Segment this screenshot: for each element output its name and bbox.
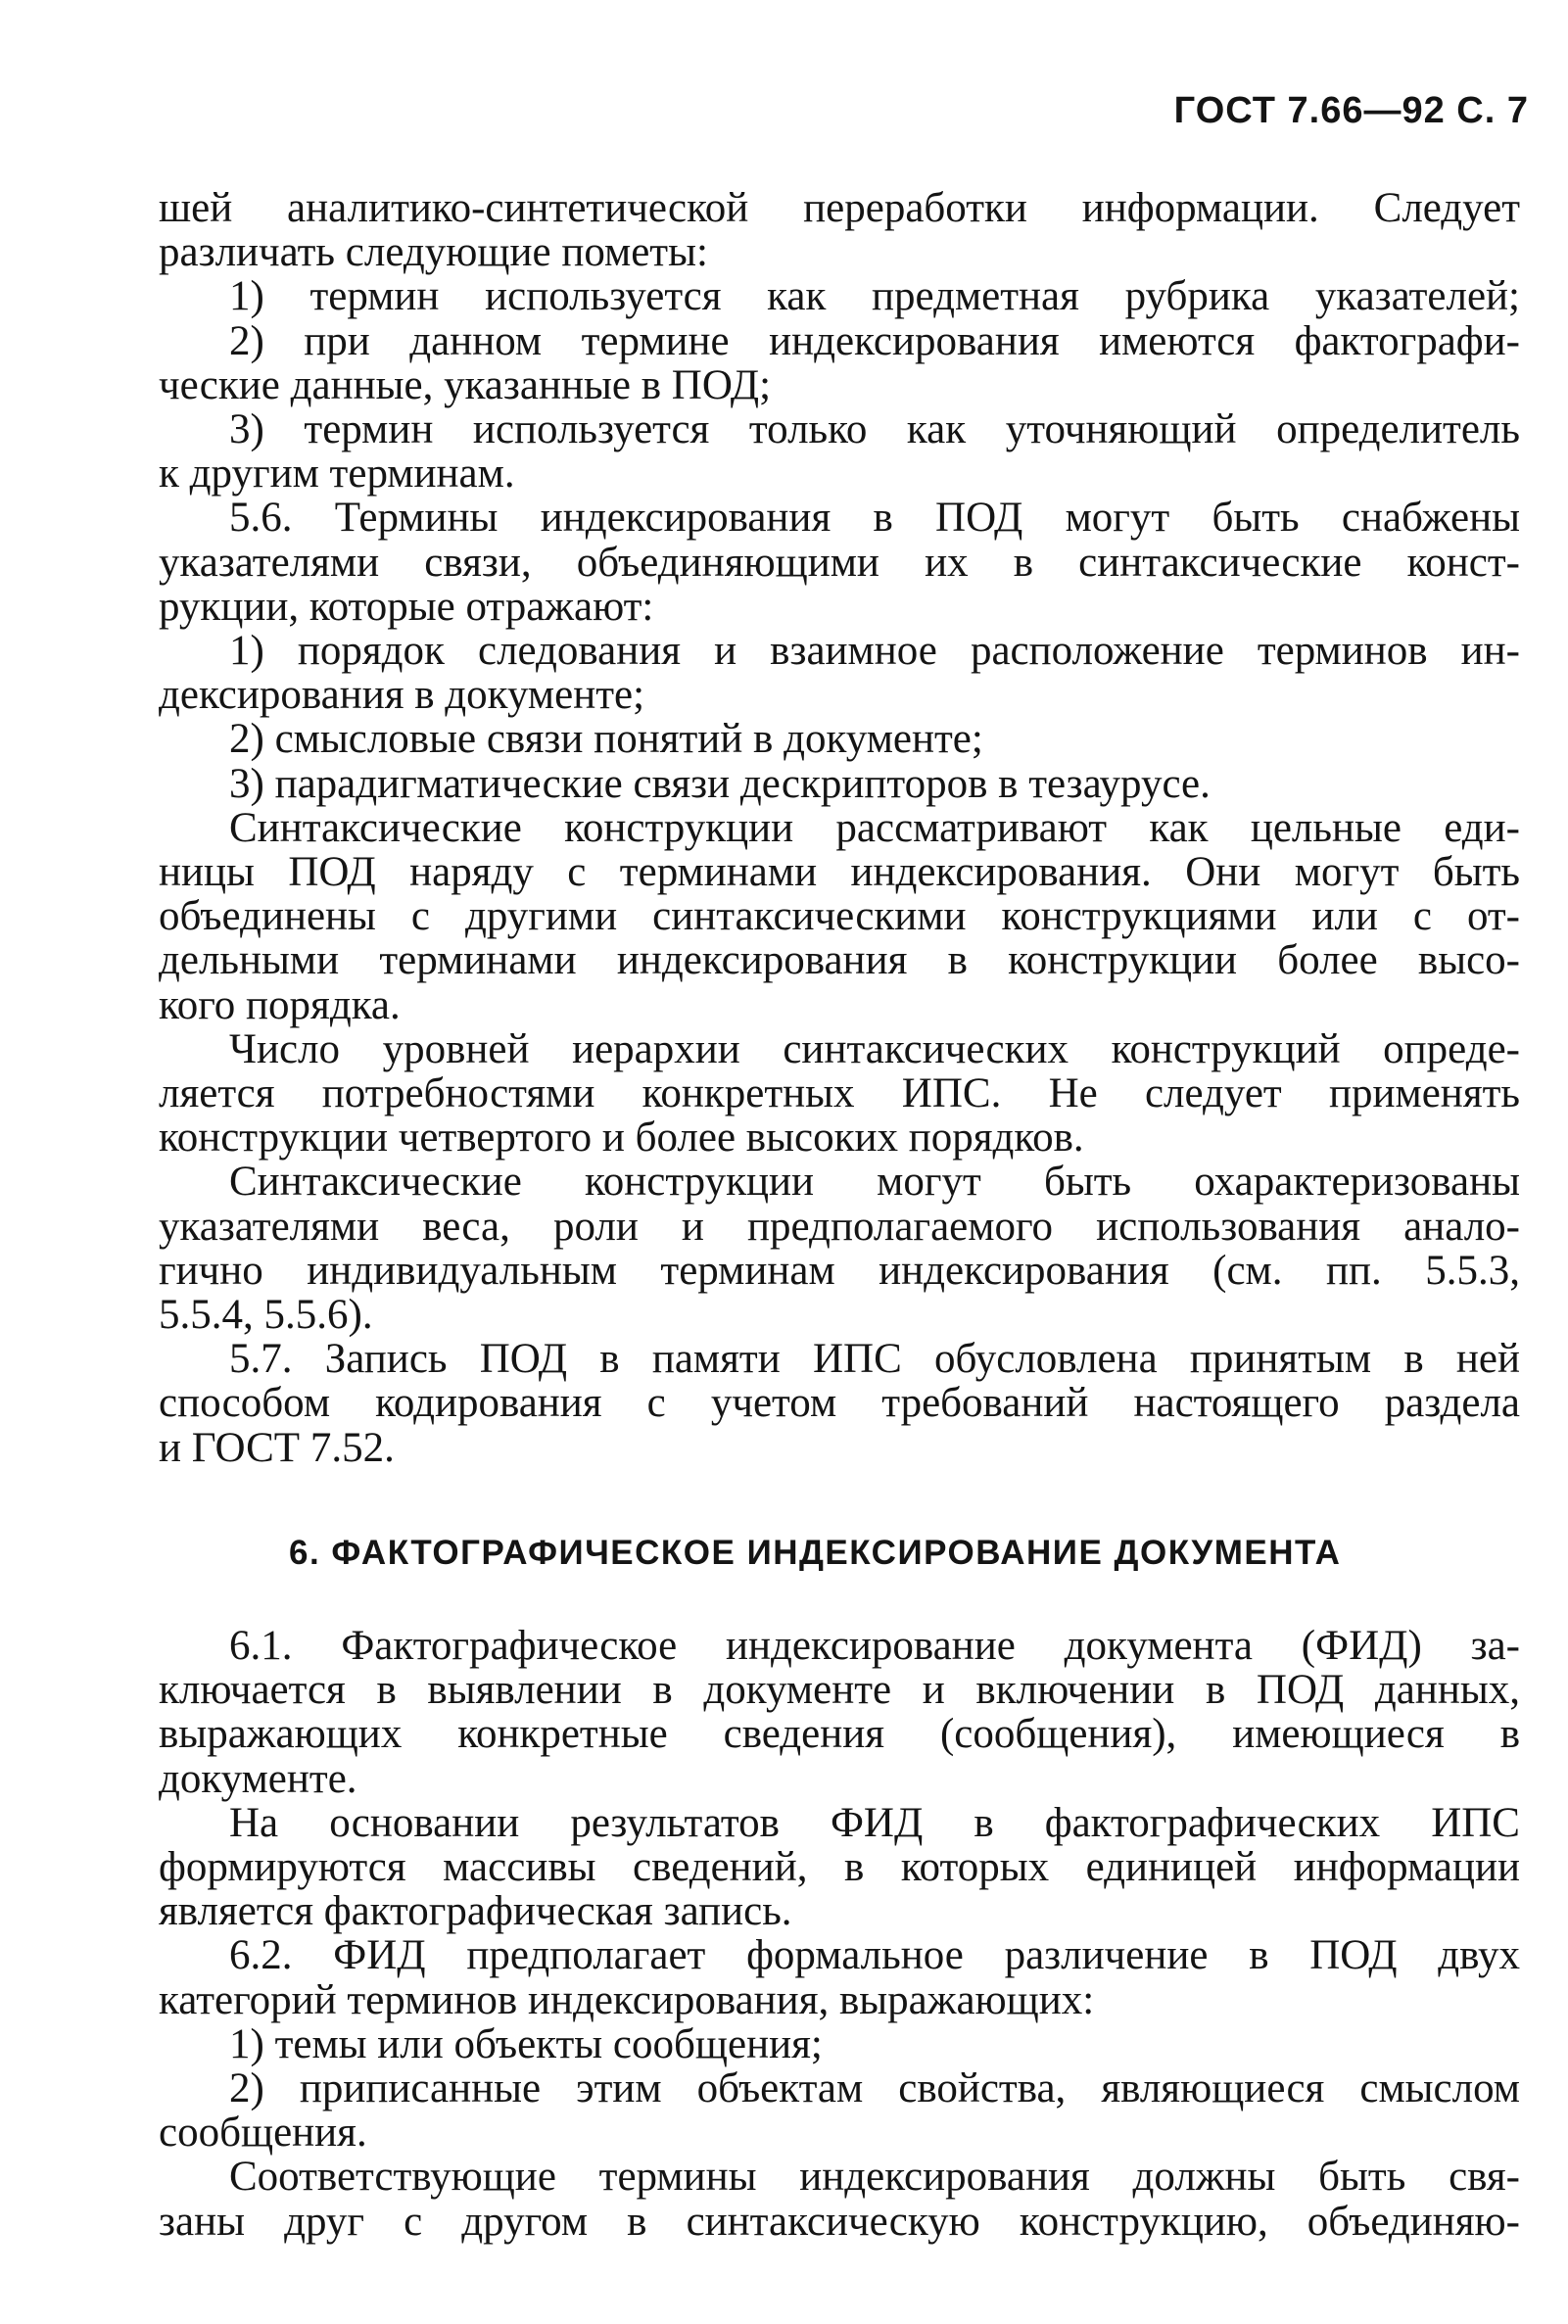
text-line: 1) порядок следования и взаимное расположение терминов ин-	[229, 628, 1520, 675]
text-line: документе.	[159, 1755, 357, 1802]
section-6-body	[159, 1624, 1520, 2244]
text-line: указателями веса, роли и предполагаемого использования анало-	[159, 1203, 1520, 1250]
text-line: 5.6. Термины индексирования в ПОД могут быть снабжены	[229, 495, 1520, 542]
text-line: рукции, которые отражают:	[159, 583, 654, 630]
text-line: Число уровней иерархии синтаксических конструкций опреде-	[229, 1025, 1520, 1072]
text-line: ключается в выявлении в документе и включении в ПОД данных,	[159, 1667, 1520, 1714]
text-line: конструкции четвертого и более высоких порядков.	[159, 1115, 1084, 1162]
text-line: заны друг с другом в синтаксическую конструкцию, объединяю-	[159, 2198, 1520, 2245]
text-line: ляется потребностями конкретных ИПС. Не следует применять	[159, 1070, 1520, 1117]
text-line: сообщения.	[159, 2110, 367, 2157]
text-line: Соответствующие термины индексирования должны быть свя-	[229, 2154, 1520, 2201]
text-line: к другим терминам.	[159, 451, 515, 498]
text-line: объединены с другими синтаксическими конструкциями или с от-	[159, 893, 1520, 940]
text-line: 1) термин используется как предметная рубрика указателей;	[229, 273, 1520, 320]
text-line: 6.2. ФИД предполагает формальное различение в ПОД двух	[229, 1932, 1520, 1979]
text-line: Синтаксические конструкции могут быть охарактеризованы	[229, 1159, 1520, 1206]
text-line: дексирования в документе;	[159, 672, 645, 719]
text-line: шей аналитико-синтетической переработки информации. Следует	[159, 185, 1520, 231]
text-line: 2) при данном термине индексирования имеются фактографи-	[229, 317, 1520, 364]
section-5-continued	[159, 186, 1520, 1470]
text-line: 5.7. Запись ПОД в памяти ИПС обусловлена принятым в ней	[229, 1336, 1520, 1383]
text-line: 5.5.4, 5.5.6).	[159, 1292, 373, 1339]
running-header: ГОСТ 7.66—92 С. 7	[1173, 90, 1529, 131]
text-line: 3) термин используется только как уточняющий определитель	[229, 406, 1520, 453]
text-line: 6.1. Фактографическое индексирование документа (ФИД) за-	[229, 1622, 1520, 1669]
text-line: ческие данные, указанные в ПОД;	[159, 361, 772, 408]
text-line: 2) приписанные этим объектам свойства, являющиеся смыслом	[229, 2064, 1520, 2111]
text-line: На основании результатов ФИД в фактографических ИПС	[229, 1799, 1520, 1846]
text-line: 3) парадигматические связи дескрипторов в тезаурусе.	[229, 760, 1211, 807]
text-line: выражающих конкретные сведения (сообщения), имеющиеся в	[159, 1711, 1520, 1758]
body-text	[159, 186, 1520, 2244]
text-line: кого порядка.	[159, 981, 401, 1028]
text-line: 2) смысловые связи понятий в документе;	[229, 716, 983, 763]
text-line: различать следующие пометы:	[159, 229, 708, 276]
text-line: способом кодирования с учетом требований настоящего раздела	[159, 1380, 1520, 1427]
text-line: и ГОСТ 7.52.	[159, 1424, 395, 1471]
text-line: гично индивидуальным терминам индексирования (см. пп. 5.5.3,	[159, 1247, 1520, 1294]
text-line: ницы ПОД наряду с терминами индексирования. Они могут быть	[159, 849, 1520, 896]
section-6-heading: 6. ФАКТОГРАФИЧЕСКОЕ ИНДЕКСИРОВАНИЕ ДОКУМЕНТА	[289, 1533, 1342, 1572]
text-line: дельными терминами индексирования в конструкции более высо-	[159, 937, 1520, 984]
text-line: 1) темы или объекты сообщения;	[229, 2020, 823, 2067]
text-line: является фактографическая запись.	[159, 1888, 792, 1935]
text-line: формируются массивы сведений, в которых единицей информации	[159, 1843, 1520, 1890]
text-line: категорий терминов индексирования, выражающих:	[159, 1976, 1095, 2023]
text-line: Синтаксические конструкции рассматривают как цельные еди-	[229, 804, 1520, 851]
text-line: указателями связи, объединяющими их в синтаксические конст-	[159, 539, 1520, 586]
